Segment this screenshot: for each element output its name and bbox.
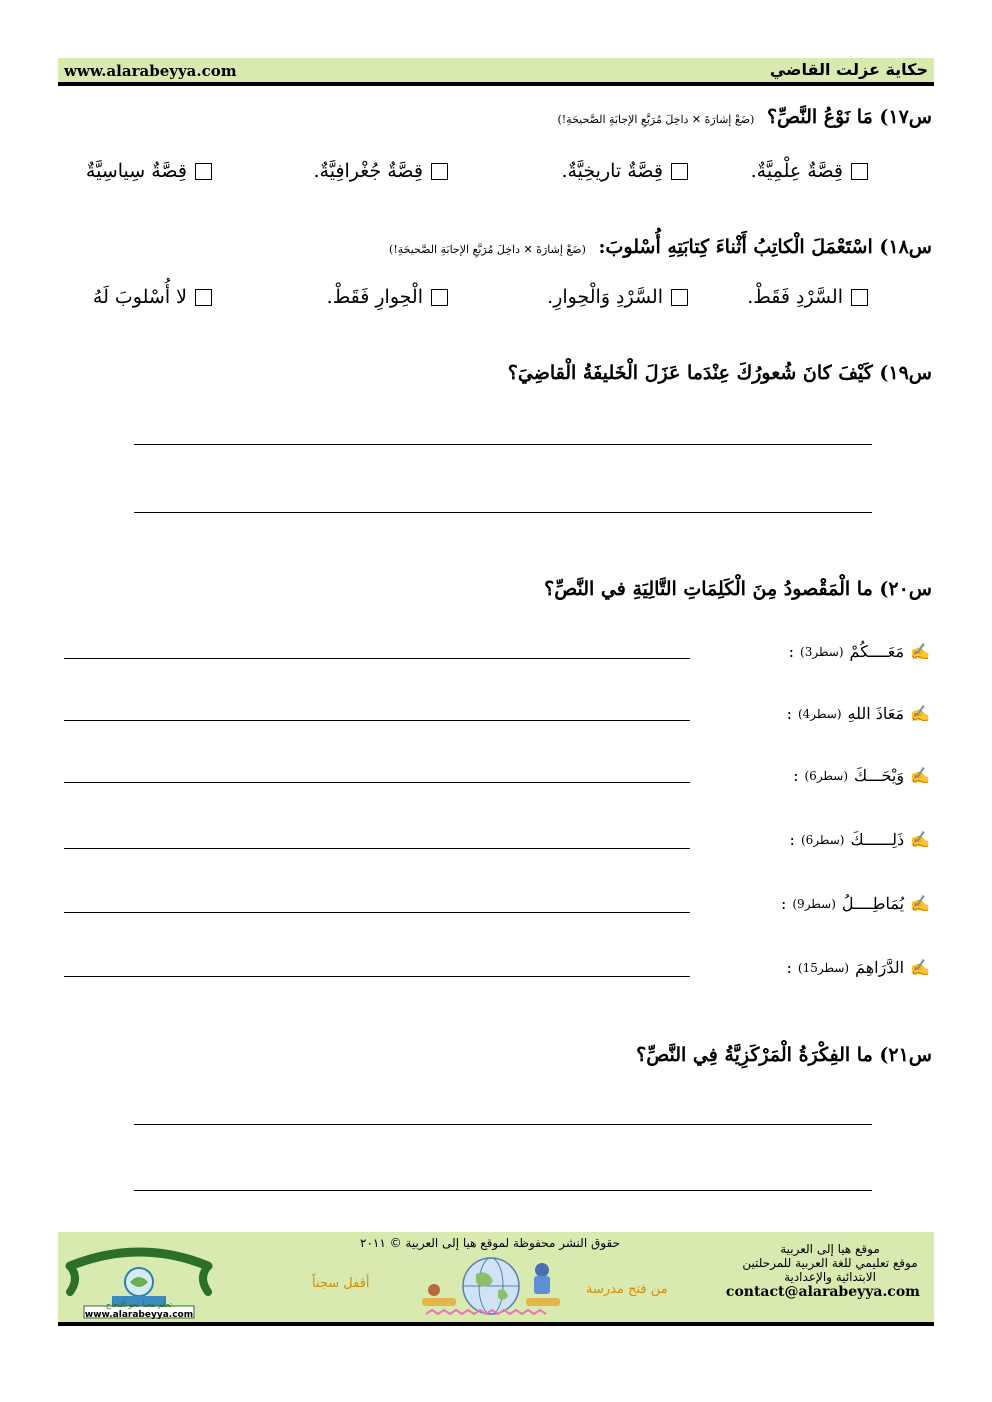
word: مَعَاذَ اللهِ	[847, 704, 905, 723]
question-19	[508, 362, 932, 384]
footer-contact[interactable]: contact@alarabeyya.com	[725, 1284, 920, 1300]
question-18	[389, 236, 932, 258]
q18-option-4[interactable]	[93, 286, 212, 308]
globe-readers-illustration	[416, 1254, 566, 1318]
checkbox[interactable]	[671, 163, 688, 180]
question-19-label: س١٩) كَيْفَ كانَ شُعورُكَ عِنْدَما عَزَلَ الْخَليفَةُ الْقاضِيَ؟	[507, 362, 932, 384]
question-17	[557, 106, 932, 128]
answer-line[interactable]	[134, 1190, 872, 1191]
question-18-label: س١٨) اسْتَعْمَلَ الْكاتِبُ أَثْناءَ كِتابَتِهِ أُسْلوبَ:	[598, 236, 932, 258]
answer-line[interactable]	[134, 1124, 872, 1125]
word: وَيْحَـــكَ	[854, 766, 905, 785]
q17-option-3[interactable]	[313, 160, 448, 182]
footer-site-name: موقع هيا إلى العربية	[780, 1242, 880, 1256]
option-label: السَّرْدِ وَالْحِوارِ.	[547, 286, 663, 308]
line-ref: (سطر3)	[800, 644, 844, 659]
question-20	[544, 578, 932, 600]
q18-option-2[interactable]	[547, 286, 688, 308]
word: مَعَــــكُمْ	[849, 642, 905, 661]
logo-subtitle: تعلم معنا نحو النجاح	[105, 1300, 173, 1309]
word: يُمَاطِــــلُ	[841, 894, 905, 913]
checkbox[interactable]	[195, 163, 212, 180]
option-label: الْحِوارِ فَقَطْ.	[326, 286, 423, 308]
slogan-left: أقفل سجناً	[312, 1276, 370, 1291]
option-label: لا أُسْلوبَ لَهُ	[92, 286, 187, 308]
word-item	[790, 830, 930, 849]
q18-option-3[interactable]	[327, 286, 448, 308]
pencil-icon: ✍	[910, 642, 930, 661]
q17-option-4[interactable]	[86, 160, 212, 182]
document-title: حكاية عزلت القاضي	[769, 60, 928, 79]
line-ref: (سطر6)	[800, 832, 845, 847]
word-item	[793, 766, 930, 785]
checkbox[interactable]	[431, 163, 448, 180]
answer-line[interactable]	[64, 912, 690, 913]
answer-line[interactable]	[134, 444, 872, 445]
option-label: قِصَّةٌ سِياسِيَّةٌ	[85, 160, 187, 182]
option-label: قِصَّةٌ جُغْرافِيَّةٌ.	[313, 160, 423, 182]
line-ref: (سطر6)	[804, 768, 849, 783]
answer-line[interactable]	[64, 782, 690, 783]
footer-stages: الابتدائية والإعدادية	[784, 1270, 876, 1284]
q17-option-1[interactable]	[751, 160, 868, 182]
pencil-icon: ✍	[910, 766, 930, 785]
option-label: قِصَّةٌ عِلْمِيَّةٌ.	[750, 160, 843, 182]
q18-option-1[interactable]	[747, 286, 868, 308]
answer-line[interactable]	[134, 512, 872, 513]
checkbox[interactable]	[671, 289, 688, 306]
answer-line[interactable]	[64, 658, 690, 659]
line-ref: (سطر4)	[797, 706, 842, 721]
checkbox[interactable]	[851, 289, 868, 306]
line-ref: (سطر9)	[792, 896, 836, 911]
separator: :	[788, 642, 795, 661]
option-label: قِصَّةٌ تاريخِيَّةٌ.	[561, 160, 663, 182]
word-item	[787, 958, 930, 977]
question-20-label: س٢٠) ما الْمَقْصودُ مِنَ الْكَلِمَاتِ التَّالِيَةِ في النَّصِّ؟	[544, 578, 932, 600]
word: الدَّرَاهِمَ	[855, 958, 905, 977]
answer-line[interactable]	[64, 976, 690, 977]
answer-line[interactable]	[64, 720, 690, 721]
site-url[interactable]: www.alarabeyya.com	[64, 62, 237, 80]
checkbox[interactable]	[431, 289, 448, 306]
question-21	[636, 1044, 932, 1066]
line-ref: (سطر15)	[797, 960, 850, 975]
footer-site-info	[725, 1242, 920, 1300]
separator: :	[786, 958, 792, 977]
question-18-note: (ضَعْ إشارَةَ ✕ داخِلَ مُرَبَّعِ الإجابَةِ الصَّحيحَةِ!)	[389, 243, 586, 256]
word-item	[781, 894, 930, 913]
separator: :	[789, 830, 795, 849]
option-label: السَّرْدِ فَقَطْ.	[747, 286, 843, 308]
question-17-label: س١٧) مَا نَوْعُ النَّصِّ؟	[766, 106, 932, 128]
logo-url: www.alarabeyya.com	[84, 1310, 194, 1320]
question-21-label: س٢١) ما الفِكْرَةُ الْمَرْكَزِيَّةُ فِي النَّصِّ؟	[636, 1044, 932, 1066]
pencil-icon: ✍	[910, 704, 930, 723]
separator: :	[786, 704, 792, 723]
pencil-icon: ✍	[910, 894, 930, 913]
slogan-right: من فتح مدرسة	[586, 1282, 668, 1297]
separator: :	[780, 894, 787, 913]
question-17-note: (ضَعْ إشارَةَ ✕ داخِلَ مُرَبَّعِ الإجابَةِ الصَّحيحَةِ!)	[557, 113, 755, 126]
separator: :	[793, 766, 799, 785]
footer-copyright: حقوق النشر محفوظة لموقع هيا إلى العربية © ٢٠١١	[360, 1236, 620, 1250]
pencil-icon: ✍	[910, 958, 930, 977]
footer-description: موقع تعليمي للغة العربية للمرحلتين	[742, 1256, 918, 1270]
word: ذَلِــــــكَ	[850, 830, 905, 849]
site-logo[interactable]	[64, 1238, 214, 1322]
word-item	[787, 704, 930, 723]
checkbox[interactable]	[851, 163, 868, 180]
checkbox[interactable]	[195, 289, 212, 306]
q17-option-2[interactable]	[561, 160, 688, 182]
pencil-icon: ✍	[910, 830, 930, 849]
word-item	[789, 642, 930, 661]
answer-line[interactable]	[64, 848, 690, 849]
